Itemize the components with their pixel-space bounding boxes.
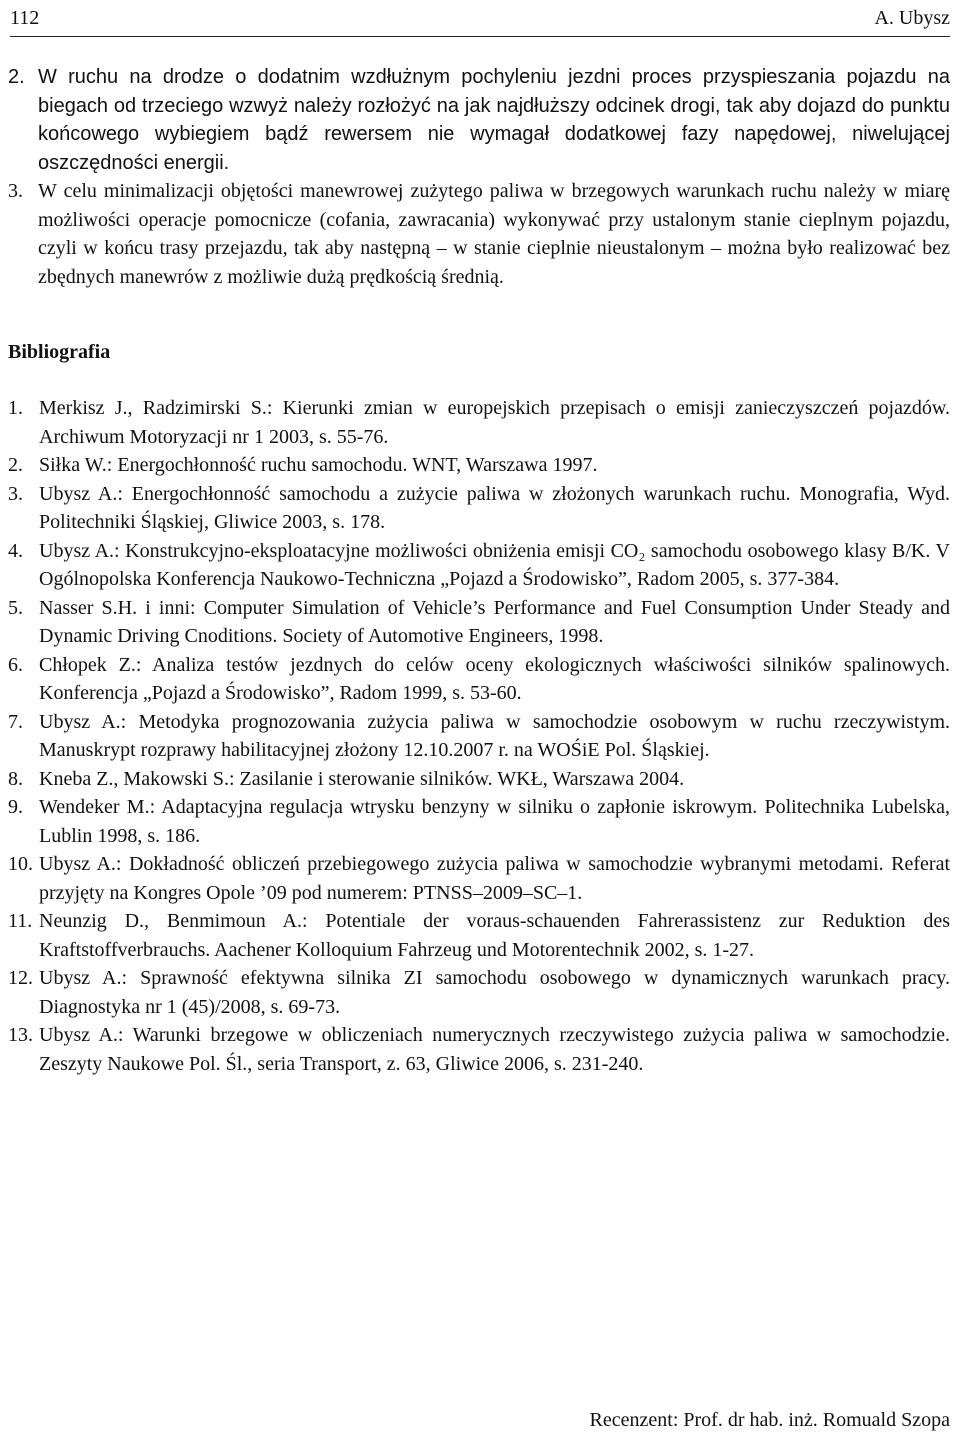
entry-text: Nasser S.H. i inni: Computer Simulation of Vehicle’s Performance and Fuel Consumption Under Steady and Dynamic Driving Cnoditions. Society of Automotive Engineers, 1998. (39, 596, 950, 647)
entry-text: Chłopek Z.: Analiza testów jezdnych do celów oceny ekologicznych właściwości silników spalinowych. Konferencja „Pojazd a Środowisko”, Radom 1999, s. 53-60. (39, 653, 950, 704)
bibliography-entry (8, 394, 950, 451)
page-number: 112 (10, 6, 40, 29)
entry-number: 5. (8, 596, 23, 619)
entry-number: 4. (8, 539, 23, 562)
entry-text: Merkisz J., Radzimirski S.: Kierunki zmian w europejskich przepisach o emisji zanieczyszczeń pojazdów. Archiwum Motoryzacji nr 1 2003, s. 55-76. (39, 397, 950, 448)
conclusion-text: W ruchu na drodze o dodatnim wzdłużnym pochyleniu jezdni proces przyspieszania pojazdu na biegach od trzeciego wzwyż należy rozłożyć na jak najdłuższy odcinek drogi, tak aby dojazd do punktu końcowego wybiegiem bądź rewersem nie wymagał dodatkowej fazy napędowej, niwelującej oszczędności energii. (38, 66, 950, 174)
entry-text: Ubysz A.: Energochłonność samochodu a zużycie paliwa w złożonych warunkach ruchu. Monografia, Wyd. Politechniki Śląskiej, Gliwice 2003, s. 178. (39, 482, 950, 533)
header-rule (10, 36, 950, 37)
entry-number: 2. (8, 454, 23, 476)
entry-number: 7. (8, 710, 23, 733)
conclusion-number: 3. (8, 180, 23, 202)
entry-text: Ubysz A.: Warunki brzegowe w obliczeniach numerycznych rzeczywistego zużycia paliwa w samochodzie. Zeszyty Naukowe Pol. Śl., seria Transport, z. 63, Gliwice 2006, s. 231-240. (39, 1024, 950, 1075)
entry-text: Ubysz A.: Sprawność efektywna silnika ZI samochodu osobowego w dynamicznych warunkach pracy. Diagnostyka nr 1 (45)/2008, s. 69-73. (39, 967, 950, 1018)
bibliography-entry (8, 765, 950, 794)
entry-text: Ubysz A.: Metodyka prognozowania zużycia paliwa w samochodzie osobowym w ruchu rzeczywistym. Manuskrypt rozprawy habilitacyjnej złożony 12.10.2007 r. na WOŚiE Pol. Śląskiej. (39, 710, 950, 761)
page-content (8, 63, 950, 1078)
page-header (10, 0, 950, 36)
reviewer-note: Recenzent: Prof. dr hab. inż. Romuald Szopa (589, 1409, 950, 1431)
entry-number: 9. (8, 796, 23, 818)
entry-number: 11. (8, 910, 33, 932)
conclusion-text: W celu minimalizacji objętości manewrowej zużytego paliwa w brzegowych warunkach ruchu należy w miarę możliwości operacje pomocnicze (cofania, zawracania) wykonywać przy ustalonym stanie cieplnym pojazdu, czyli w końcu trasy przejazdu, tak aby następną – w stanie cieplnie nieustalonym – można było realizować bez zbędnych manewrów z możliwie dużą prędkością średnią. (38, 180, 950, 288)
bibliography-entry (8, 451, 950, 480)
bibliography-entry (8, 907, 950, 964)
bibliography-entry (8, 480, 950, 537)
bibliography-entry (8, 594, 950, 651)
bibliography-entry (8, 850, 950, 907)
bibliography-entry (8, 964, 950, 1021)
entry-number: 1. (8, 397, 23, 419)
conclusion-number: 2. (8, 66, 25, 88)
entry-number: 8. (8, 767, 23, 790)
entry-number: 6. (8, 653, 23, 676)
entry-text: Ubysz A.: Konstrukcyjno-eksploatacyjne możliwości obniżenia emisji CO₂ samochodu osobowego klasy B/K. V Ogólnopolska Konferencja Naukowo-Techniczna „Pojazd a Środowisko”, Radom 2005, s. 377-384. (39, 539, 950, 590)
entry-number: 12. (8, 967, 33, 989)
entry-text: Siłka W.: Energochłonność ruchu samochodu. WNT, Warszawa 1997. (39, 454, 598, 476)
entry-number: 3. (8, 482, 23, 505)
entry-number: 10. (8, 853, 33, 875)
bibliography-heading: Bibliografia (8, 341, 111, 363)
bibliography-entry (8, 793, 950, 850)
entry-text: Neunzig D., Benmimoun A.: Potentiale der voraus-schauenden Fahrerassistenz zur Reduktion des Kraftstoffverbrauchs. Aachener Kolloquium Fahrzeug und Motorentechnik 2002, s. 1-27. (39, 910, 950, 961)
conclusion-item-2 (8, 63, 950, 177)
entry-number: 13. (8, 1024, 33, 1046)
bibliography-entry (8, 708, 950, 765)
running-author: A. Ubysz (874, 6, 950, 29)
bibliography-list (8, 394, 950, 1078)
conclusion-item-3 (8, 177, 950, 291)
bibliography-entry (8, 537, 950, 594)
bibliography-entry (8, 1021, 950, 1078)
entry-text: Wendeker M.: Adaptacyjna regulacja wtrysku benzyny w silniku o zapłonie iskrowym. Politechnika Lubelska, Lublin 1998, s. 186. (39, 796, 950, 847)
entry-text: Ubysz A.: Dokładność obliczeń przebiegowego zużycia paliwa w samochodzie wybranymi metodami. Referat przyjęty na Kongres Opole ’09 pod numerem: PTNSS–2009–SC–1. (39, 853, 950, 904)
bibliography-entry (8, 651, 950, 708)
entry-text: Kneba Z., Makowski S.: Zasilanie i sterowanie silników. WKŁ, Warszawa 2004. (39, 767, 685, 790)
